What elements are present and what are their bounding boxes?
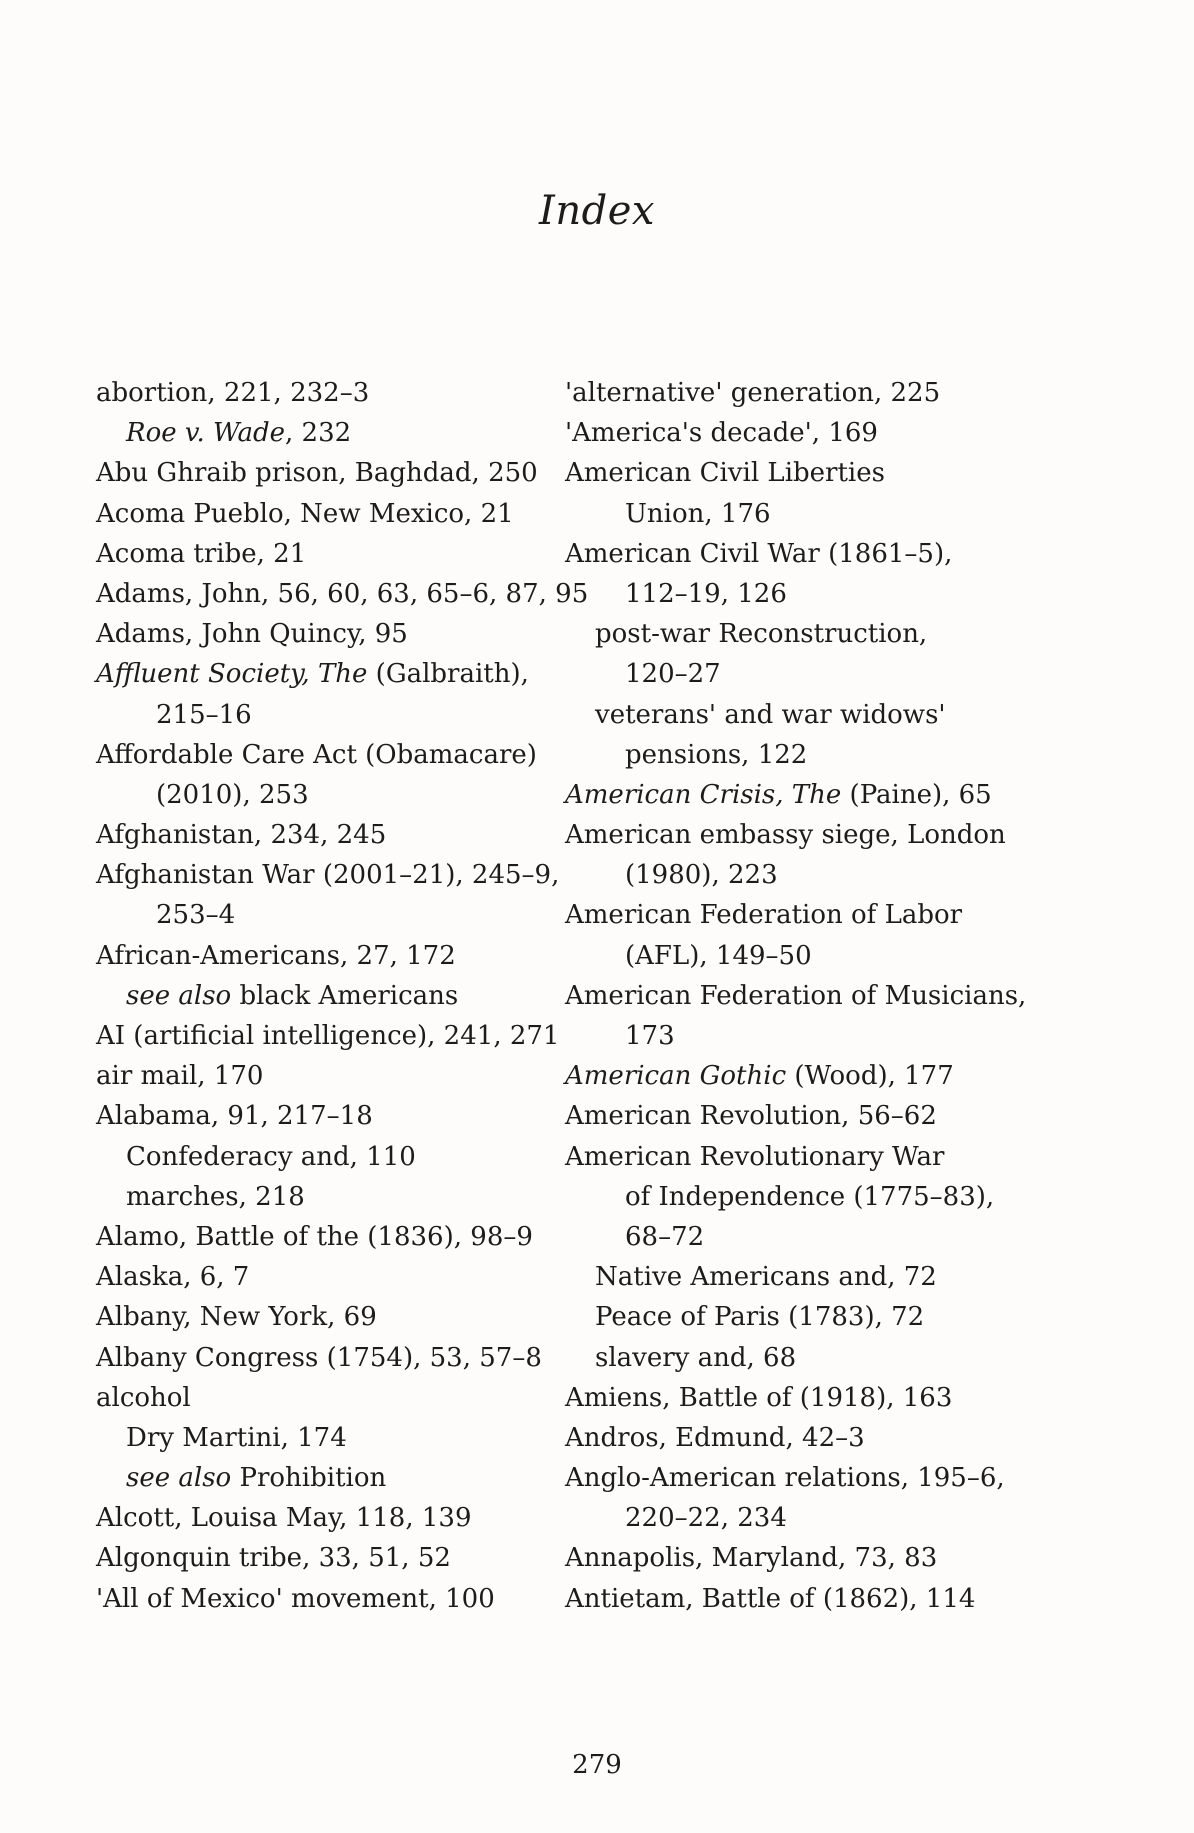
index-entry — [565, 775, 1125, 815]
index-entry — [96, 373, 566, 413]
index-entry — [96, 1378, 566, 1418]
index-entry — [565, 735, 1125, 775]
index-entry-text: air mail, 170 — [96, 1061, 264, 1092]
index-entry — [96, 453, 566, 493]
index-entry-text: (2010), 253 — [156, 779, 309, 810]
index-entry — [96, 1338, 566, 1378]
index-entry — [565, 1338, 1125, 1378]
index-entry-text: Alamo, Battle of the (1836), 98–9 — [96, 1221, 533, 1252]
index-entry-text: 120–27 — [625, 659, 721, 690]
index-entry-text: , 232 — [285, 418, 352, 449]
index-entry — [96, 1096, 566, 1136]
index-entry-text: 'All of Mexico' movement, 100 — [96, 1583, 495, 1614]
index-entry-title: see also — [126, 980, 232, 1011]
index-entry — [565, 936, 1125, 976]
index-entry-text: 'alternative' generation, 225 — [565, 378, 941, 408]
index-entry-text: alcohol — [96, 1382, 191, 1413]
index-entry-text: Native Americans and, 72 — [595, 1262, 937, 1293]
index-entry — [565, 1137, 1125, 1177]
index-entry — [96, 735, 566, 775]
index-column-right — [565, 373, 1125, 1619]
index-entry — [565, 413, 1125, 453]
index-entry-text: post-war Reconstruction, — [595, 619, 928, 650]
index-entry — [96, 815, 566, 855]
index-entry — [96, 1257, 566, 1297]
index-entry — [565, 453, 1125, 493]
index-entry — [96, 976, 566, 1016]
index-entry — [96, 654, 566, 694]
index-entry — [565, 695, 1125, 735]
index-entry-text: Acoma Pueblo, New Mexico, 21 — [96, 498, 514, 529]
index-entry-text: (Wood), 177 — [786, 1061, 954, 1092]
index-entry — [565, 654, 1125, 694]
index-entry-text: (Paine), 65 — [841, 779, 992, 810]
index-entry-text: abortion, 221, 232–3 — [96, 378, 370, 408]
index-entry-text: Afghanistan War (2001–21), 245–9, — [96, 860, 560, 891]
index-entry-text: Albany Congress (1754), 53, 57–8 — [96, 1342, 542, 1373]
index-entry-text: 215–16 — [156, 699, 252, 730]
index-entry-text: Antietam, Battle of (1862), 114 — [565, 1583, 976, 1614]
index-entry — [565, 494, 1125, 534]
index-entry-title: Affluent Society, The — [96, 659, 368, 690]
index-entry — [96, 1217, 566, 1257]
index-entry-text: Algonquin tribe, 33, 51, 52 — [96, 1543, 451, 1574]
page-number: 279 — [572, 1750, 622, 1780]
index-entry — [96, 1458, 566, 1498]
index-entry — [565, 1378, 1125, 1418]
index-entry — [96, 1297, 566, 1337]
index-entry — [565, 1458, 1125, 1498]
index-entry — [565, 1538, 1125, 1578]
index-entry — [96, 936, 566, 976]
index-entry-text: black Americans — [231, 980, 459, 1011]
index-entry — [96, 614, 566, 654]
index-entry-text: pensions, 122 — [625, 739, 808, 770]
index-entry — [96, 1498, 566, 1538]
index-entry-title: see also — [126, 1463, 232, 1494]
index-entry-text: American Revolutionary War — [565, 1141, 945, 1172]
index-entry — [565, 1579, 1125, 1619]
index-entry-text: Amiens, Battle of (1918), 163 — [565, 1382, 953, 1413]
index-entry-text: 173 — [625, 1021, 675, 1051]
index-entry — [565, 855, 1125, 895]
index-entry-text: Union, 176 — [625, 498, 771, 529]
index-entry-text: Adams, John, 56, 60, 63, 65–6, 87, 95 — [96, 578, 589, 609]
index-entry-text: Andros, Edmund, 42–3 — [565, 1422, 865, 1453]
index-entry-text: 220–22, 234 — [625, 1503, 787, 1534]
index-entry — [565, 1217, 1125, 1257]
index-entry — [96, 895, 566, 935]
index-entry-text: Alcott, Louisa May, 118, 139 — [96, 1503, 472, 1534]
index-entry-text: Anglo-American relations, 195–6, — [565, 1463, 1005, 1494]
index-entry-text: American Revolution, 56–62 — [565, 1101, 937, 1132]
index-entry-title: American Gothic — [565, 1061, 787, 1092]
index-entry-title: Roe v. Wade — [126, 418, 286, 449]
index-entry — [565, 1498, 1125, 1538]
index-entry — [96, 494, 566, 534]
index-entry — [565, 1418, 1125, 1458]
index-entry — [565, 534, 1125, 574]
index-entry-text: marches, 218 — [126, 1181, 305, 1212]
index-entry — [96, 574, 589, 614]
index-entry — [565, 1056, 1125, 1096]
index-entry-text: Annapolis, Maryland, 73, 83 — [565, 1543, 938, 1574]
index-entry-text: veterans' and war widows' — [595, 699, 946, 730]
index-entry-text: Dry Martini, 174 — [126, 1422, 347, 1453]
index-entry-text: (AFL), 149–50 — [625, 940, 812, 971]
index-entry — [565, 614, 1125, 654]
index-entry-text: Albany, New York, 69 — [96, 1302, 377, 1333]
index-entry — [565, 1096, 1125, 1136]
index-entry — [96, 1016, 566, 1056]
index-entry-text: American Civil War (1861–5), — [565, 538, 953, 569]
index-entry — [96, 1418, 566, 1458]
index-column-left — [96, 373, 589, 1619]
index-entry-text: Alaska, 6, 7 — [96, 1262, 250, 1293]
index-entry-text: slavery and, 68 — [595, 1342, 797, 1373]
index-entry — [565, 1257, 1125, 1297]
index-entry — [565, 1016, 1125, 1056]
index-entry-text: 112–19, 126 — [625, 578, 787, 609]
index-entry — [565, 1297, 1125, 1337]
index-entry-text: African-Americans, 27, 172 — [96, 940, 456, 971]
index-entry-text: Confederacy and, 110 — [126, 1141, 416, 1172]
index-entry — [565, 976, 1125, 1016]
page-title: Index — [539, 188, 655, 234]
index-entry — [96, 1579, 566, 1619]
index-entry-text: Abu Ghraib prison, Baghdad, 250 — [96, 458, 538, 489]
index-entry-text: American Civil Liberties — [565, 458, 885, 489]
index-entry — [96, 1056, 566, 1096]
index-entry-text: American Federation of Labor — [565, 900, 963, 931]
index-entry — [565, 895, 1125, 935]
index-entry-text: Acoma tribe, 21 — [96, 538, 307, 569]
index-entry — [96, 413, 566, 453]
index-entry-text: Alabama, 91, 217–18 — [96, 1101, 373, 1132]
index-entry-text: (Galbraith), — [367, 659, 529, 690]
index-entry — [96, 534, 566, 574]
index-entry-text: Peace of Paris (1783), 72 — [595, 1302, 925, 1333]
index-entry — [96, 775, 566, 815]
index-entry — [565, 373, 1125, 413]
index-entry-text: Adams, John Quincy, 95 — [96, 619, 408, 650]
index-entry — [96, 695, 566, 735]
index-entry — [96, 1137, 566, 1177]
index-entry-text: Affordable Care Act (Obamacare) — [96, 739, 537, 770]
index-entry-text: of Independence (1775–83), — [625, 1181, 995, 1212]
index-entry — [96, 855, 566, 895]
index-entry-text: AI (artificial intelligence), 241, 271 — [96, 1021, 560, 1051]
index-entry-text: 'America's decade', 169 — [565, 418, 878, 449]
index-entry-title: American Crisis, The — [565, 779, 842, 810]
index-entry — [96, 1538, 566, 1578]
index-entry — [565, 815, 1125, 855]
index-entry-text: Prohibition — [231, 1463, 387, 1494]
index-entry — [565, 574, 1125, 614]
index-entry-text: Afghanistan, 234, 245 — [96, 820, 387, 851]
index-entry-text: (1980), 223 — [625, 860, 778, 891]
index-entry-text: American Federation of Musicians, — [565, 980, 1027, 1011]
index-entry-text: American embassy siege, London — [565, 820, 1006, 851]
index-entry — [96, 1177, 566, 1217]
index-entry-text: 68–72 — [625, 1221, 705, 1252]
index-entry-text: 253–4 — [156, 900, 236, 931]
index-entry — [565, 1177, 1125, 1217]
